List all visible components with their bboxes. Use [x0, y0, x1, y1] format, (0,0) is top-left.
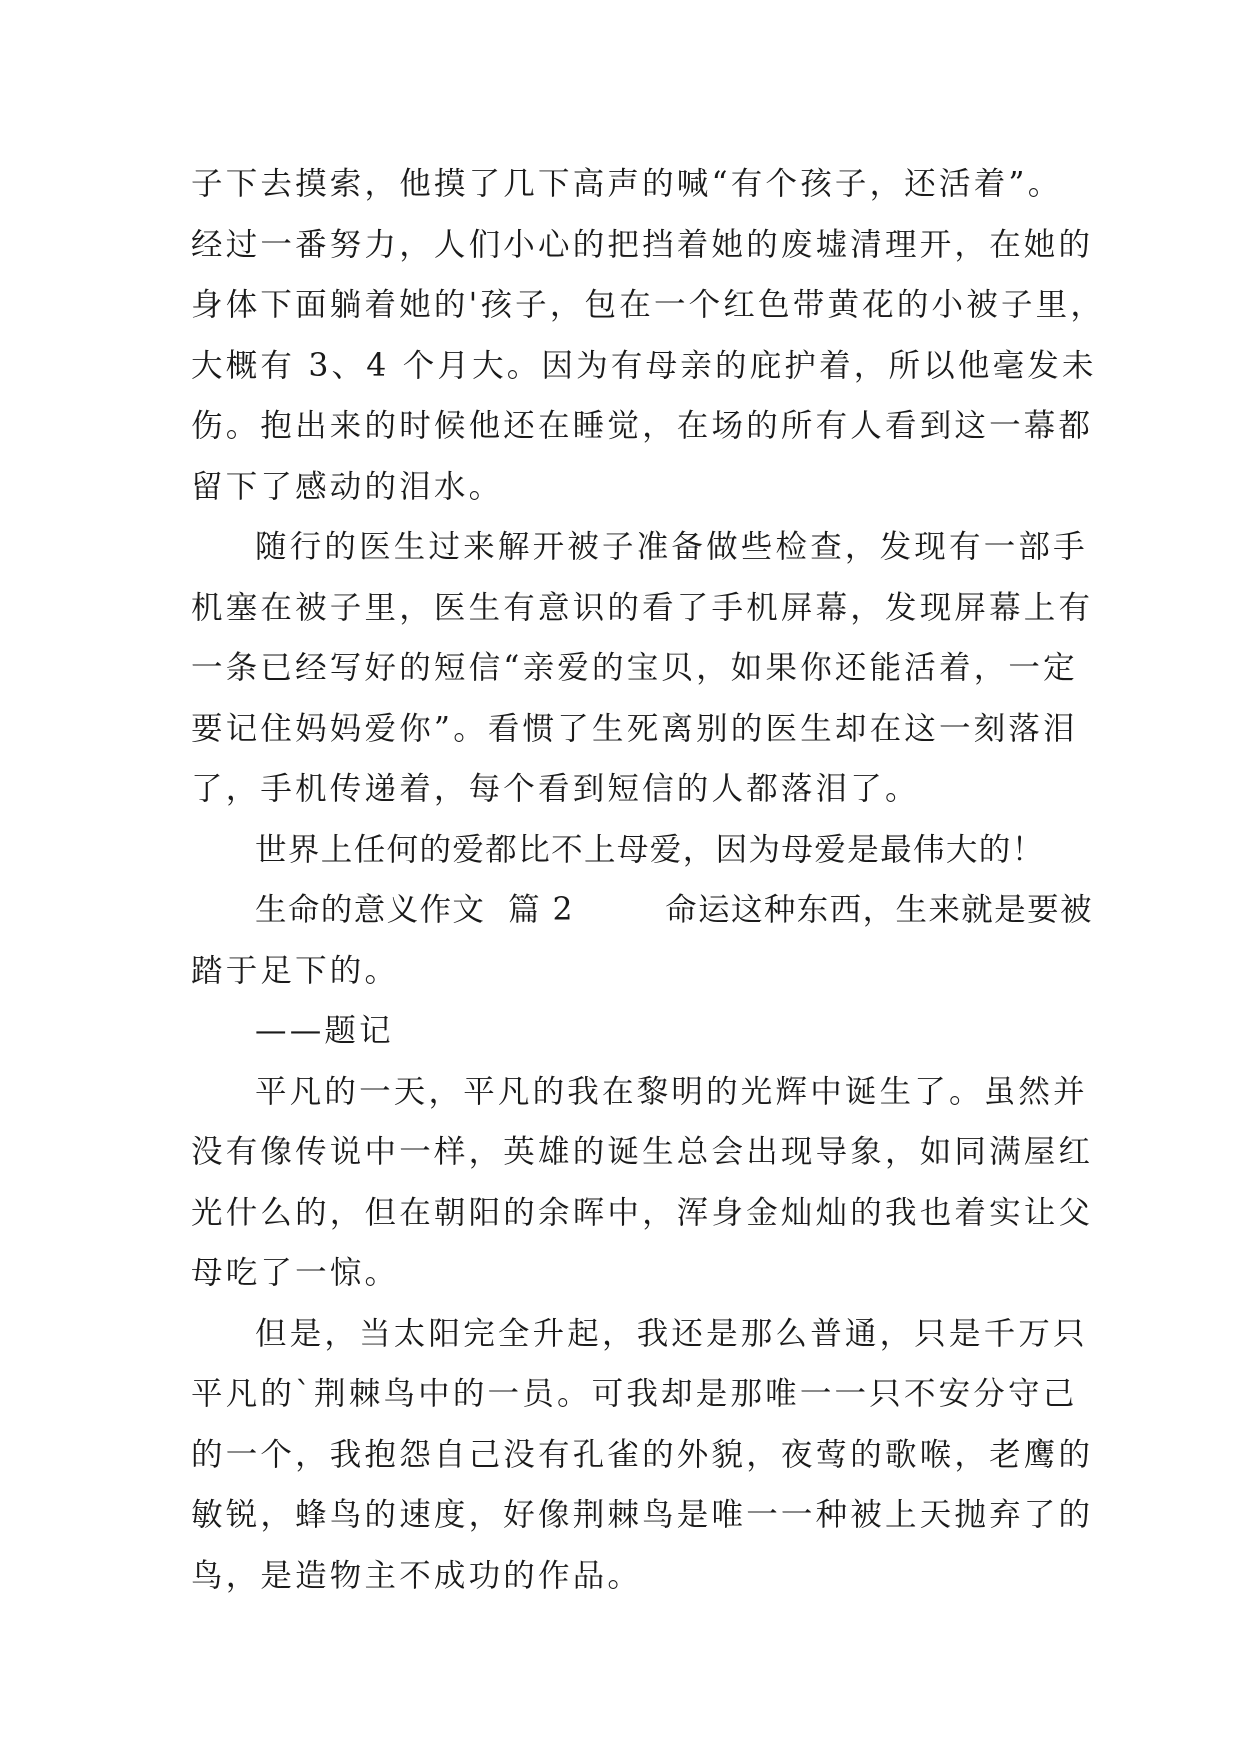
text-line: 子下去摸索，他摸了几下高声的喊“有个孩子，还活着”。 — [191, 166, 1063, 202]
text-line: 经过一番努力，人们小心的把挡着她的废墟清理开，在她的 — [191, 226, 1094, 263]
text-line: 踏于足下的。 — [191, 952, 400, 989]
text-line: 要记住妈妈爱你”。看惯了生死离别的医生却在这一刻落泪 — [191, 710, 1078, 747]
text-line: 母吃了一惊。 — [191, 1255, 400, 1291]
text-line: 敏锐，蜂鸟的速度，好像荆棘鸟是唯一一种被上天抛弃了的 — [191, 1497, 1094, 1533]
text-line: 机塞在被子里，医生有意识的看了手机屏幕，发现屏幕上有 — [191, 589, 1094, 626]
text-line: 的一个，我抱怨自己没有孔雀的外貌，夜莺的歌喉，老鹰的 — [191, 1436, 1094, 1473]
text-line: 伤。抱出来的时候他还在睡觉，在场的所有人看到这一幕都 — [191, 408, 1094, 444]
text-line: 了，手机传递着，每个看到短信的人都落泪了。 — [191, 771, 920, 807]
paragraph-first-line: 但是，当太阳完全升起，我还是那么普通，只是千万只 — [255, 1315, 1088, 1352]
text-line: 光什么的，但在朝阳的余晖中，浑身金灿灿的我也着实让父 — [191, 1194, 1094, 1231]
text-line: 身体下面躺着她的'孩子，包在一个红色带黄花的小被子里， — [191, 287, 1106, 323]
paragraph-first-line: 随行的医生过来解开被子准备做些检查，发现有一部手 — [255, 529, 1088, 565]
text-line: 平凡的`荆棘鸟中的一员。可我却是那唯一一只不安分守己 — [191, 1376, 1078, 1412]
section-heading-line: 生命的意义作文 篇 2 命运这种东西，生来就是要被 — [255, 892, 1093, 928]
text-line: 没有像传说中一样，英雄的诞生总会出现导象，如同满屋红 — [191, 1134, 1094, 1170]
text-line: 一条已经写好的短信“亲爱的宝贝，如果你还能活着，一定 — [191, 650, 1078, 686]
epigraph-attribution: ——题记 — [255, 1013, 394, 1049]
paragraph-first-line: 平凡的一天，平凡的我在黎明的光辉中诞生了。虽然并 — [255, 1073, 1088, 1110]
text-line: 留下了感动的泪水。 — [191, 468, 504, 505]
text-line: 大概有 3、4 个月大。因为有母亲的庇护着，所以他毫发未 — [191, 347, 1097, 384]
paragraph-first-line: 世界上任何的爱都比不上母爱，因为母爱是最伟大的！ — [255, 831, 1045, 868]
document-body — [191, 154, 1106, 1606]
text-line: 鸟，是造物主不成功的作品。 — [191, 1557, 643, 1594]
